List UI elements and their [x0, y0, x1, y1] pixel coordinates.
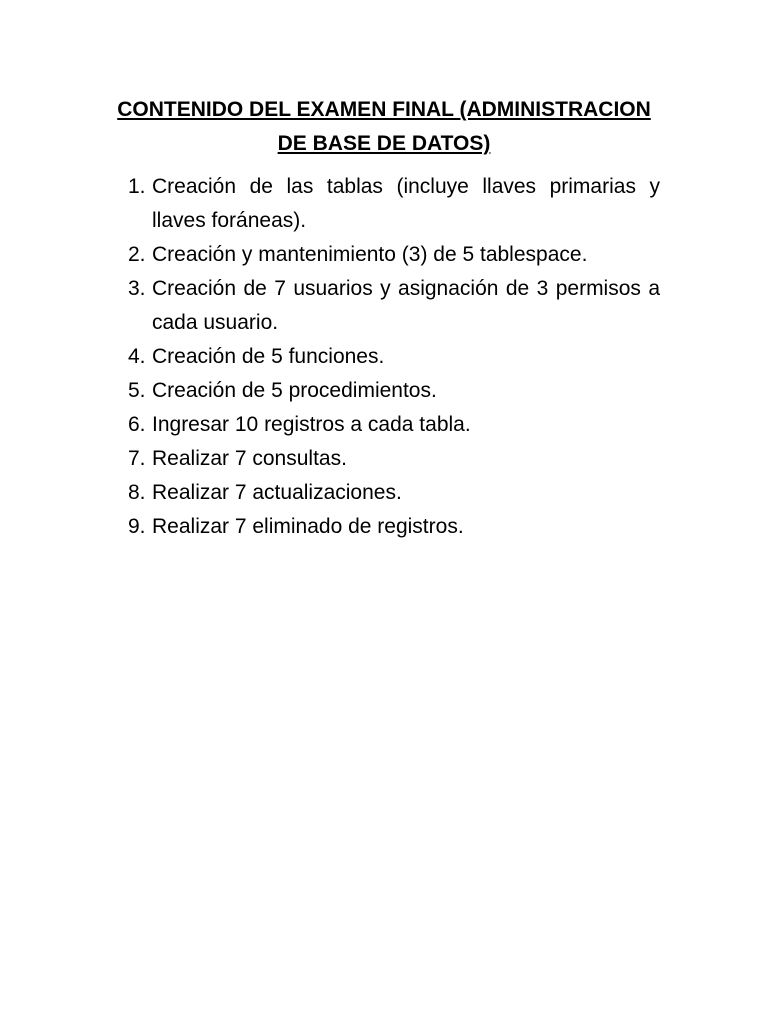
list-item-text: Ingresar 10 registros a cada tabla. [152, 413, 471, 436]
list-item [128, 238, 660, 272]
list-item-text: Creación de 7 usuarios y asignación de 3 permisos a cada usuario. [152, 277, 660, 334]
list-item [128, 442, 660, 476]
list-item-number: 2. [128, 243, 146, 266]
list-item-text: Creación de 5 funciones. [152, 345, 385, 368]
list-item [128, 374, 660, 408]
list-item [128, 408, 660, 442]
list-item-text: Realizar 7 consultas. [152, 447, 347, 470]
list-item-text: Creación y mantenimiento (3) de 5 tablespace. [152, 243, 588, 266]
list-item-text: Creación de 5 procedimientos. [152, 379, 437, 402]
document-title: CONTENIDO DEL EXAMEN FINAL (ADMINISTRACION DE BASE DE DATOS) [117, 98, 651, 155]
list-item-number: 9. [128, 515, 146, 538]
exam-content-list [128, 170, 660, 544]
list-item-text: Realizar 7 eliminado de registros. [152, 515, 464, 538]
list-item-number: 6. [128, 413, 146, 436]
list-item-number: 5. [128, 379, 146, 402]
list-item [128, 170, 660, 238]
list-item [128, 272, 660, 340]
list-item-text: Realizar 7 actualizaciones. [152, 481, 402, 504]
list-item [128, 340, 660, 374]
list-item-text: Creación de las tablas (incluye llaves primarias y llaves foráneas). [152, 175, 660, 232]
list-item-number: 3. [128, 277, 146, 300]
list-item-number: 4. [128, 345, 146, 368]
list-item-number: 8. [128, 481, 146, 504]
list-item [128, 510, 660, 544]
list-item-number: 1. [128, 175, 146, 198]
list-item [128, 476, 660, 510]
list-item-number: 7. [128, 447, 146, 470]
